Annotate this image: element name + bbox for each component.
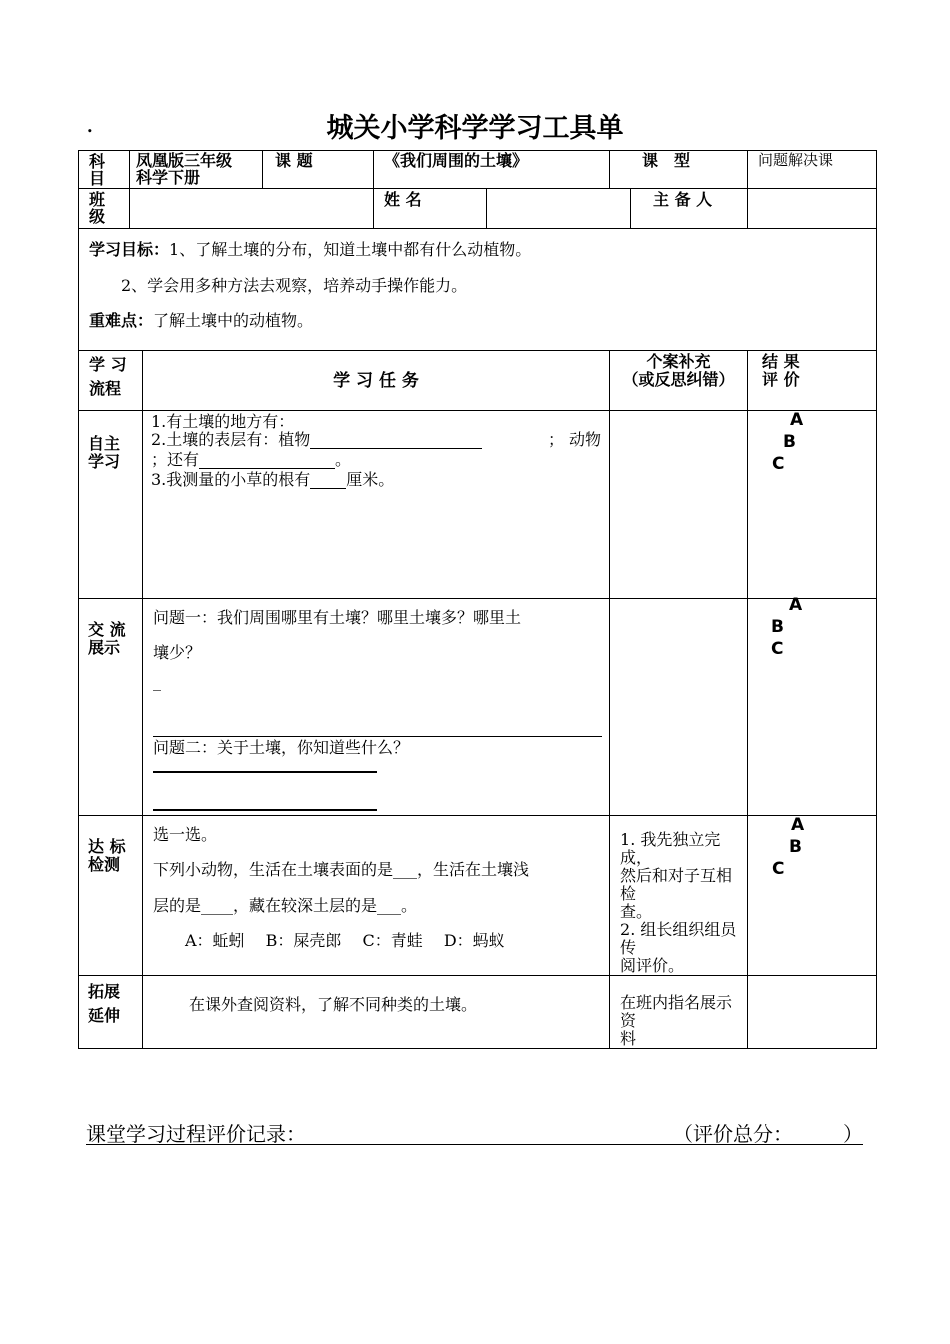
worksheet-table — [78, 150, 877, 1049]
extend-label: 拓展 延伸 — [79, 976, 143, 1049]
goal-line-2: 2、学会用多种方法去观察，培养动手操作能力。 — [121, 276, 468, 295]
page-title: 城关小学科学学习工具单 — [326, 113, 624, 144]
evaluation-record-label: 课堂学习过程评价记录： — [86, 1122, 306, 1146]
check-supplement: 1. 我先独立完成， 然后和对子互相检 查。 2. 组长组织组员传 阅评价。 — [610, 816, 748, 976]
name-label: 姓 名 — [374, 189, 487, 229]
self-study-label: 自主 学习 — [79, 411, 143, 599]
root-length-blank[interactable] — [310, 472, 346, 489]
extend-task: 在课外查阅资料，了解不同种类的土壤。 — [143, 976, 610, 1049]
grade-b: B — [783, 432, 797, 452]
topic-label: 课 题 — [263, 151, 374, 189]
check-row — [79, 816, 877, 976]
exchange-label: 交 流 展示 — [79, 599, 143, 816]
grade-b: B — [771, 617, 785, 637]
exchange-grade — [748, 595, 877, 816]
grade-c: C — [772, 859, 785, 879]
self-study-line-3: ；还有 。 — [151, 450, 352, 469]
goal-line-1: 学习目标：1、了解土壤的分布，知道土壤中都有什么动植物。 — [89, 240, 532, 259]
col-process: 学 习 流程 — [79, 351, 143, 411]
self-study-grade — [748, 411, 877, 599]
topic-value: 《我们周围的土壤》 — [374, 151, 610, 189]
grade-b: B — [789, 837, 803, 857]
goals-row — [79, 229, 877, 351]
grade-a: A — [789, 595, 803, 615]
self-study-supplement[interactable] — [610, 411, 748, 599]
check-label: 达 标 检测 — [79, 816, 143, 976]
col-task: 学 习 任 务 — [143, 351, 610, 411]
goals-cell — [79, 229, 877, 351]
class-field[interactable] — [130, 189, 374, 229]
subject-label: 科 目 — [79, 151, 130, 189]
evaluation-record-line — [86, 1118, 863, 1145]
check-task: 选一选。 下列小动物，生活在土壤表面的是___，生活在土壤浅 层的是____，藏在较深土层的是___。 A：蚯蚓 B：屎壳郎 C：青蛙 D：蚂蚁 — [143, 816, 610, 976]
q1-answer-line[interactable] — [153, 736, 602, 737]
header-dot: . — [86, 110, 94, 138]
type-label: 课 型 — [610, 151, 748, 189]
name-field[interactable] — [487, 189, 631, 229]
exchange-row — [79, 599, 877, 816]
col-evaluation: 结 果 评 价 — [748, 351, 877, 411]
info-row-class — [79, 189, 877, 229]
self-study-row — [79, 411, 877, 599]
col-supplement: 个案补充 （或反思纠错） — [610, 351, 748, 411]
q2-answer-line-2[interactable] — [153, 809, 377, 811]
info-row-subject — [79, 151, 877, 189]
grade-c: C — [771, 639, 784, 659]
exchange-task: 问题一：我们周围哪里有土壤？哪里土壤多？哪里土 壤少？ _ 问题二：关于土壤，你知道些什么？ — [143, 599, 610, 816]
grade-c: C — [772, 454, 785, 474]
check-grade — [748, 816, 877, 976]
class-label: 班 级 — [79, 189, 130, 229]
q2-answer-line-1[interactable] — [153, 771, 377, 773]
preparer-label: 主 备 人 — [631, 189, 748, 229]
column-header-row — [79, 351, 877, 411]
subject-value: 凤凰版三年级 科学下册 — [130, 151, 263, 189]
extend-supplement: 在班内指名展示资 料 — [610, 976, 748, 1049]
plant-blank[interactable] — [310, 432, 482, 449]
preparer-field[interactable] — [748, 189, 877, 229]
grade-a: A — [790, 410, 804, 430]
self-study-line-2: 2.土壤的表层有：植物 ； 动物 — [151, 430, 602, 449]
grade-a: A — [791, 815, 805, 835]
exchange-supplement[interactable] — [610, 599, 748, 816]
self-study-task: 1.有土壤的地方有： 2.土壤的表层有：植物 ； 动物 ；还有 。 3.我测量的小草的根有 厘米。 — [143, 411, 610, 599]
key-point-line: 重难点：了解土壤中的动植物。 — [89, 311, 314, 330]
extend-grade[interactable] — [748, 976, 877, 1049]
self-study-line-4: 3.我测量的小草的根有 厘米。 — [151, 470, 395, 489]
evaluation-total-score: （评价总分： ） — [673, 1122, 863, 1146]
type-value: 问题解决课 — [748, 151, 877, 189]
other-blank[interactable] — [199, 452, 335, 469]
extend-row — [79, 976, 877, 1049]
